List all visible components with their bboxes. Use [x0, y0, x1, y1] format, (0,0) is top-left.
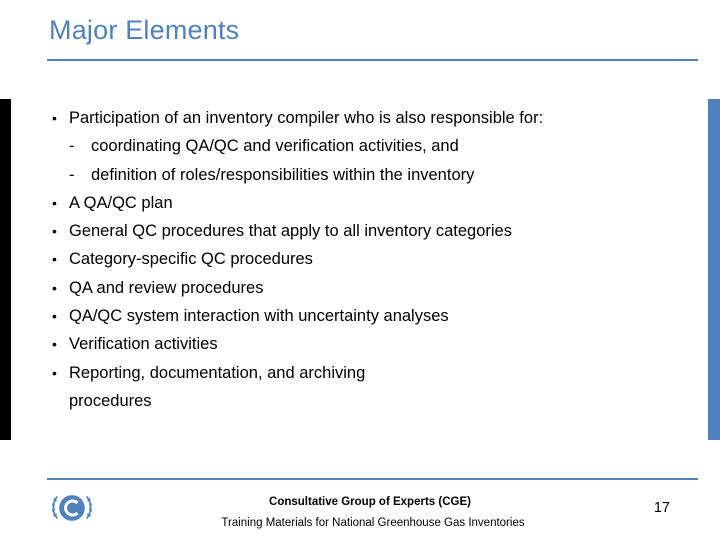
sub-item	[52, 161, 692, 189]
bullet-text: QA/QC system interaction with uncertainty analyses	[69, 307, 449, 326]
bullet-item	[52, 189, 692, 217]
sub-item-text: definition of roles/responsibilities within the inventory	[91, 165, 475, 184]
bullet-marker: •	[52, 336, 57, 353]
footer-divider	[47, 478, 698, 480]
bullet-marker: •	[52, 194, 57, 211]
sub-item	[52, 132, 692, 160]
bullet-marker: •	[52, 110, 57, 126]
bullet-text: Participation of an inventory compiler who is also responsible for:	[69, 109, 544, 127]
dash-marker: -	[69, 165, 75, 184]
bullet-text: Category-specific QC procedures	[69, 250, 313, 269]
bullet-item	[52, 359, 692, 387]
title-divider	[47, 59, 698, 61]
bullet-marker: •	[52, 308, 57, 325]
left-accent-bar	[0, 99, 11, 440]
bullet-item	[52, 330, 692, 358]
bullet-continuation	[52, 387, 692, 415]
bullet-marker: •	[52, 364, 57, 381]
bullet-marker: •	[52, 223, 57, 240]
sub-item-text: coordinating QA/QC and verification activities, and	[91, 137, 459, 156]
bullet-item	[52, 217, 692, 245]
bullet-continuation-text: procedures	[69, 391, 152, 410]
dash-marker: -	[69, 137, 75, 156]
bullet-item	[52, 104, 692, 132]
bullet-marker: •	[52, 279, 57, 296]
bullet-text: General QC procedures that apply to all inventory categories	[69, 222, 512, 241]
bullet-text: Reporting, documentation, and archiving	[69, 363, 366, 382]
bullet-text: A QA/QC plan	[69, 193, 173, 212]
bullet-list	[52, 104, 692, 415]
bullet-text: QA and review procedures	[69, 278, 264, 297]
footer-subtitle: Training Materials for National Greenhouse Gas Inventories	[221, 517, 525, 529]
page-number: 17	[653, 500, 670, 516]
bullet-item	[52, 302, 692, 330]
bullet-text: Verification activities	[69, 335, 218, 354]
bullet-item	[52, 274, 692, 302]
bullet-item	[52, 245, 692, 273]
right-accent-bar	[708, 99, 720, 440]
bullet-marker: •	[52, 251, 57, 268]
footer-organization: Consultative Group of Experts (CGE)	[269, 496, 471, 508]
unfccc-logo-icon	[48, 488, 96, 528]
slide-title: Major Elements	[49, 15, 240, 45]
